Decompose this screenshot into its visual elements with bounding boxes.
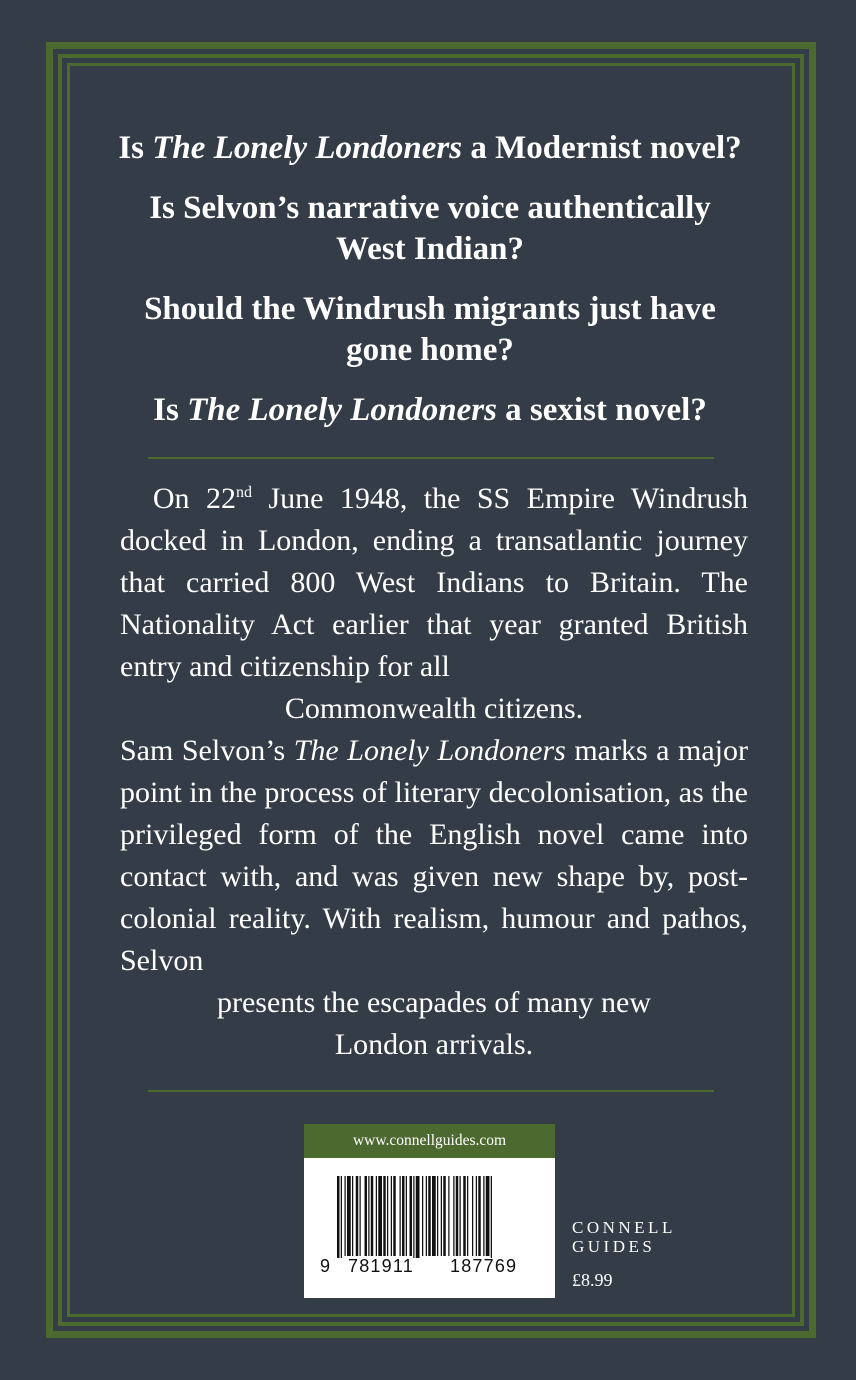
barcode-bar: [400, 1176, 401, 1256]
blurb-paragraph-1-end: Commonwealth citizens.: [284, 692, 584, 725]
question-2: Is Selvon’s narrative voice authentically West Indian?: [149, 190, 711, 267]
barcode-bar: [368, 1176, 369, 1256]
question-1: Is The Lonely Londoners a Modernist novel?: [118, 130, 742, 166]
question-list: [90, 128, 770, 450]
barcode-bar: [467, 1176, 468, 1256]
barcode-bar: [406, 1176, 407, 1256]
blurb-paragraph-1: On 22nd June 1948, the SS Empire Windrush docked in London, ending a transatlantic journey that carried 800 West Indians to Britain. The Nationality Act earlier that year granted British entry and citizenship for all: [120, 482, 748, 683]
barcode-bar: [402, 1176, 405, 1256]
barcode-bar: [341, 1176, 342, 1258]
barcode-digits-left: 781911: [348, 1256, 414, 1276]
blurb-paragraph-2: Sam Selvon’s The Lonely Londoners marks a major point in the process of literary decolonisation, as the privileged form of the English novel came into contact with, and was given new shape by, post-colonial reality. With realism, humour and pathos, Selvon: [120, 734, 749, 977]
barcode-bar: [371, 1176, 374, 1256]
barcode-bar: [428, 1176, 431, 1256]
barcode-bar: [345, 1176, 346, 1256]
divider-top: [148, 457, 714, 459]
question-4: Is The Lonely Londoners a sexist novel?: [153, 392, 707, 428]
barcode-bar: [391, 1176, 392, 1256]
barcode-bar: [393, 1176, 396, 1256]
barcode-bar: [453, 1176, 454, 1256]
barcode-bar: [472, 1176, 473, 1256]
question-3: Should the Windrush migrants just have gone home?: [144, 291, 716, 368]
divider-bottom: [148, 1090, 714, 1092]
barcode-bar: [456, 1176, 459, 1256]
barcode-bar: [383, 1176, 386, 1256]
price: £8.99: [572, 1270, 613, 1290]
barcode-bar: [376, 1176, 377, 1256]
barcode-bar: [352, 1176, 353, 1256]
barcode-bar: [478, 1176, 481, 1256]
barcode-bar: [460, 1176, 461, 1256]
barcode-bar: [356, 1176, 359, 1256]
barcode-bar: [483, 1176, 484, 1256]
barcode-bar: [443, 1176, 446, 1256]
publisher-line-1: CONNELL: [572, 1218, 676, 1237]
barcode-bar: [347, 1176, 351, 1256]
barcode-bar: [432, 1176, 436, 1256]
barcode-bar: [463, 1176, 466, 1256]
publisher-logo: [572, 1218, 676, 1256]
blurb-paragraph-2-end-1: presents the escapades of many new: [216, 986, 651, 1019]
website-label: www.connellguides.com: [304, 1124, 555, 1158]
barcode-bar: [410, 1176, 413, 1256]
barcode-bar: [476, 1176, 477, 1256]
barcode-bar: [441, 1176, 442, 1256]
barcode-bar: [365, 1176, 368, 1256]
barcode-bar: [413, 1176, 414, 1258]
barcode-digit-prefix: 9: [320, 1256, 331, 1276]
barcode-digits-right: 187769: [450, 1256, 518, 1276]
publisher-line-2: GUIDES: [572, 1237, 656, 1256]
barcode-bar: [337, 1176, 340, 1258]
barcode-bar: [426, 1176, 427, 1256]
barcode-bars: [304, 1158, 555, 1258]
blurb-paragraph-2-end-2: London arrivals.: [334, 1028, 534, 1061]
barcode-bar: [491, 1176, 492, 1258]
blurb: [120, 478, 748, 1066]
barcode-bar: [437, 1176, 438, 1256]
barcode-bar: [486, 1176, 490, 1256]
barcode-bar: [387, 1176, 388, 1256]
barcode-bar: [360, 1176, 361, 1256]
barcode-bar: [378, 1176, 382, 1256]
barcode: [304, 1158, 555, 1298]
barcode-bar: [448, 1176, 449, 1256]
barcode-bar: [422, 1176, 423, 1256]
barcode-bar: [416, 1176, 420, 1258]
